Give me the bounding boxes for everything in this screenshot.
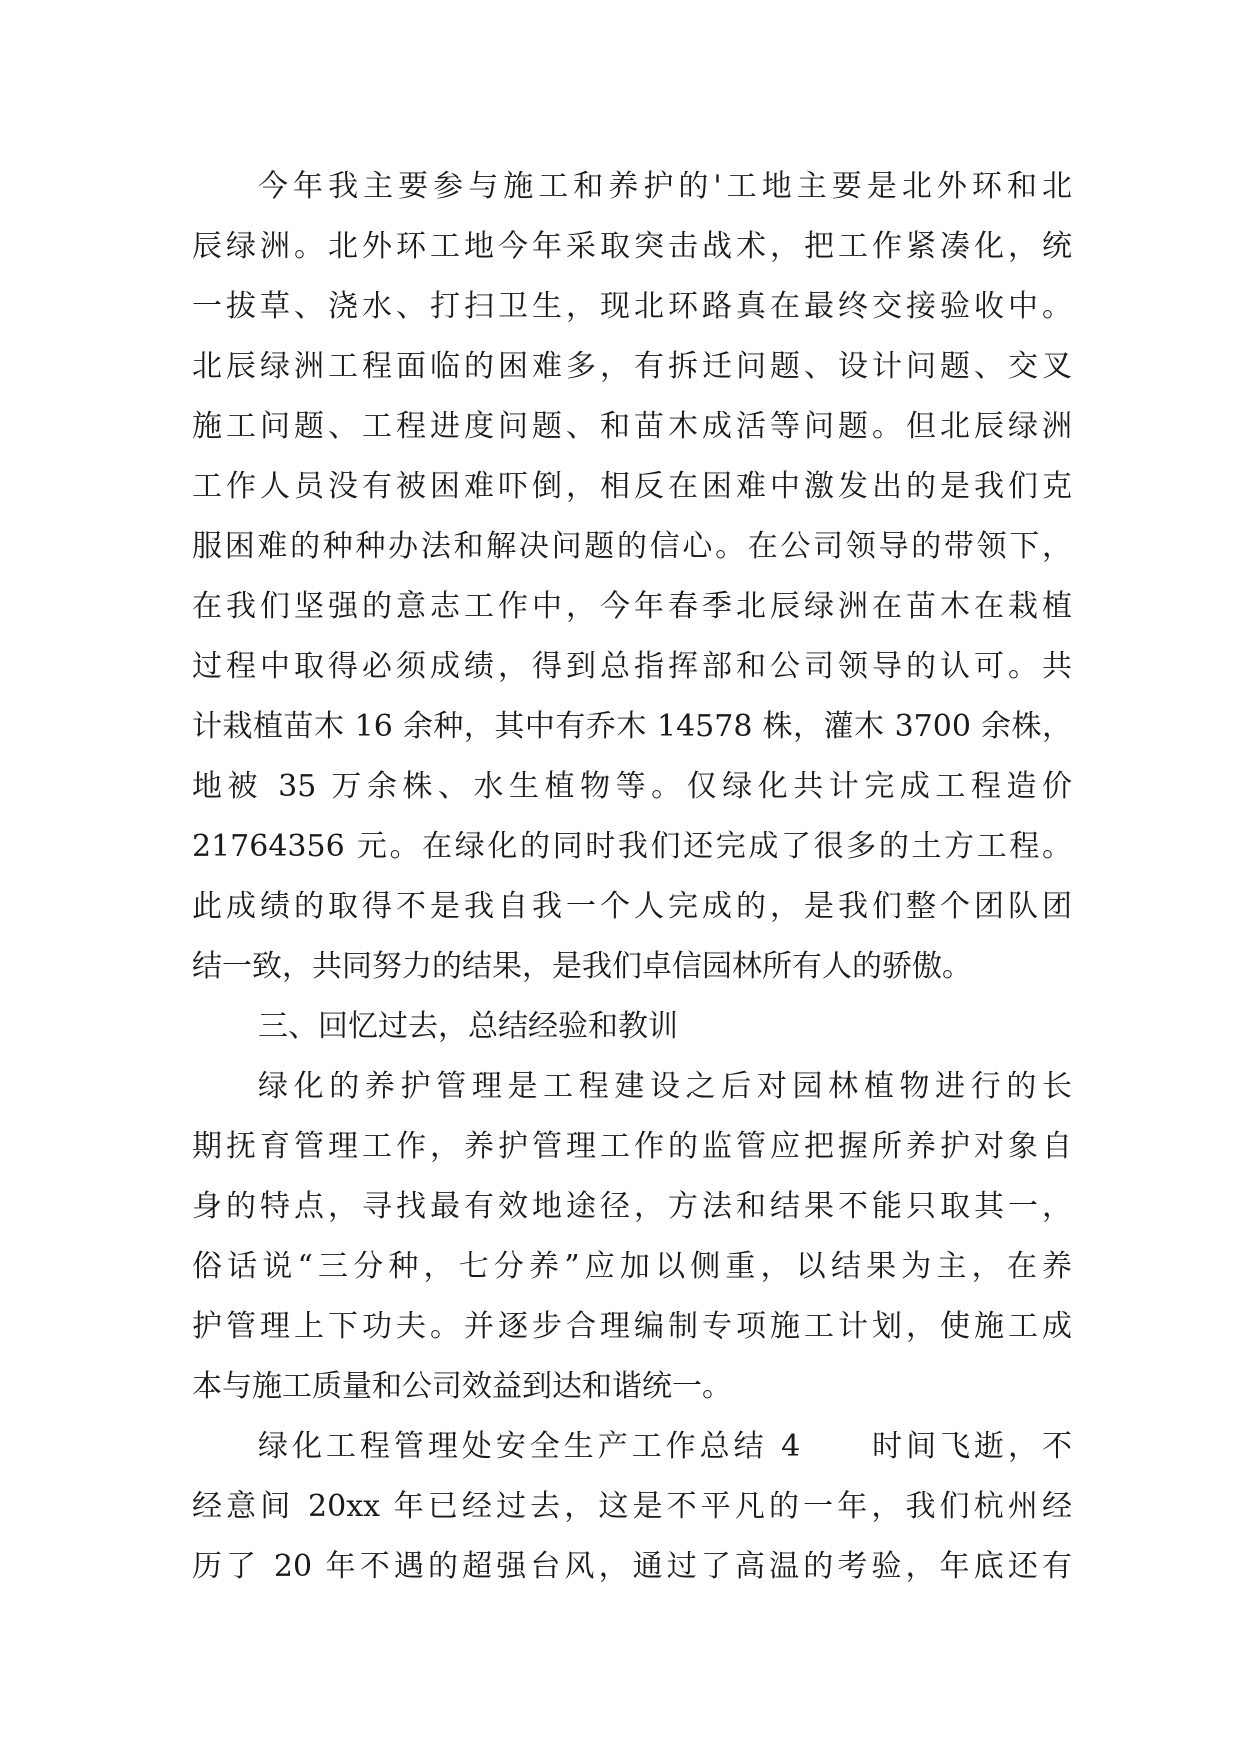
paragraph-3 xyxy=(192,1057,1072,1417)
text-line: 护管理上下功夫。并逐步合理编制专项施工计划，使施工成 xyxy=(192,1309,1072,1344)
text-line: 绿化工程管理处安全生产工作总结 4 时间飞逝，不 xyxy=(258,1429,1072,1464)
text-line: 经意间 20xx 年已经过去，这是不平凡的一年，我们杭州经 xyxy=(192,1489,1072,1524)
text-line: 历了 20 年不遇的超强台风，通过了高温的考验，年底还有 xyxy=(192,1549,1072,1584)
paragraph-1 xyxy=(192,157,1072,997)
text-line: 工作人员没有被困难吓倒，相反在困难中激发出的是我们克 xyxy=(192,469,1072,504)
text-line: 俗话说“三分种，七分养”应加以侧重，以结果为主，在养 xyxy=(192,1249,1072,1284)
text-line: 施工问题、工程进度问题、和苗木成活等问题。但北辰绿洲 xyxy=(192,409,1072,444)
paragraph-4 xyxy=(192,1417,1072,1597)
text-line: 在我们坚强的意志工作中，今年春季北辰绿洲在苗木在栽植 xyxy=(192,589,1072,624)
text-line: 身的特点，寻找最有效地途径，方法和结果不能只取其一， xyxy=(192,1189,1072,1224)
text-line: 计栽植苗木 16 余种，其中有乔木 14578 株，灌木 3700 余株， xyxy=(192,709,1072,744)
text-line: 此成绩的取得不是我自我一个人完成的，是我们整个团队团 xyxy=(192,889,1072,924)
text-line: 一拔草、浇水、打扫卫生，现北环路真在最终交接验收中。 xyxy=(192,289,1072,324)
text-line: 地被 35 万余株、水生植物等。仅绿化共计完成工程造价 xyxy=(192,769,1072,804)
text-line: 辰绿洲。北外环工地今年采取突击战术，把工作紧凑化，统 xyxy=(192,229,1072,264)
text-line: 绿化的养护管理是工程建设之后对园林植物进行的长 xyxy=(258,1069,1072,1104)
document-body xyxy=(192,157,1072,1597)
text-line: 服困难的种种办法和解决问题的信心。在公司领导的带领下， xyxy=(192,529,1072,564)
text-line: 期抚育管理工作，养护管理工作的监管应把握所养护对象自 xyxy=(192,1129,1072,1164)
section-heading-text: 三、回忆过去，总结经验和教训 xyxy=(258,1009,678,1044)
text-line: 今年我主要参与施工和养护的'工地主要是北外环和北 xyxy=(258,169,1072,204)
text-line: 过程中取得必须成绩，得到总指挥部和公司领导的认可。共 xyxy=(192,649,1072,684)
text-line: 结一致，共同努力的结果，是我们卓信园林所有人的骄傲。 xyxy=(192,949,972,984)
section-heading xyxy=(192,997,1072,1057)
text-line: 本与施工质量和公司效益到达和谐统一。 xyxy=(192,1369,732,1404)
text-line: 北辰绿洲工程面临的困难多，有拆迁问题、设计问题、交叉 xyxy=(192,349,1072,384)
text-line: 21764356 元。在绿化的同时我们还完成了很多的土方工程。 xyxy=(192,829,1072,864)
